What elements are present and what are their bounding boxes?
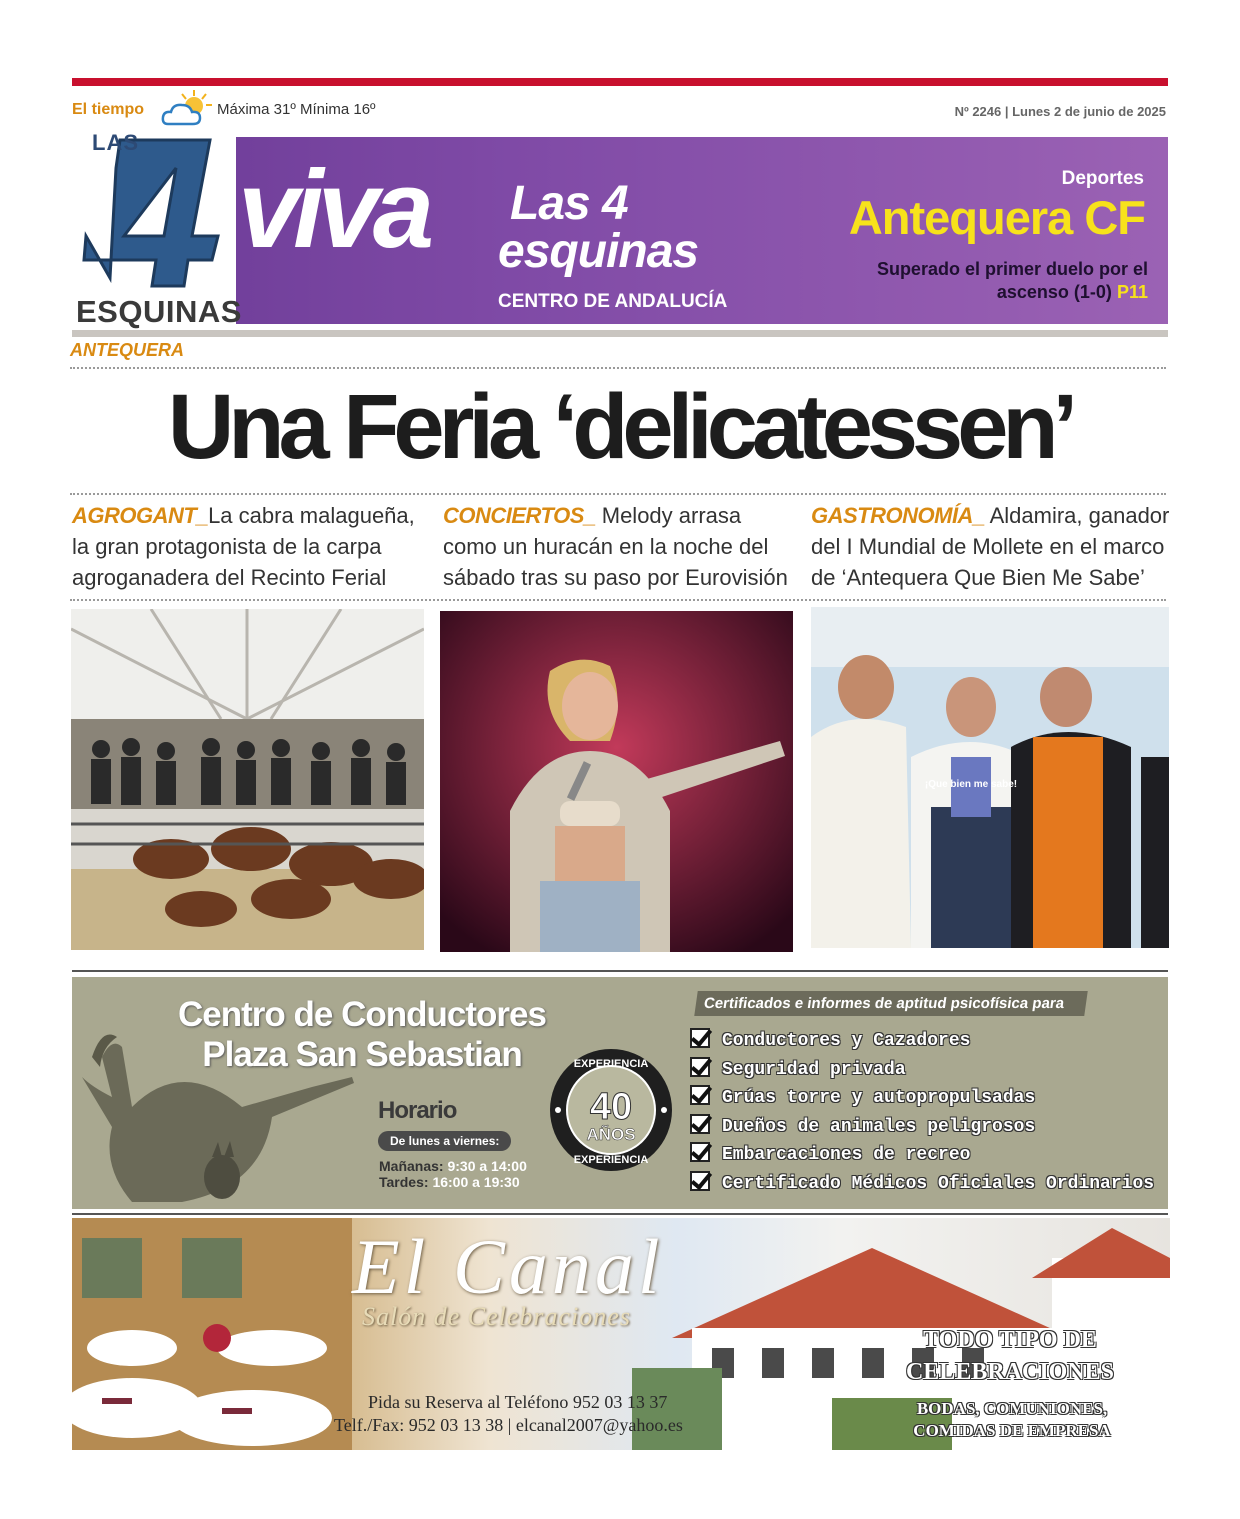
list-item bbox=[690, 1056, 1154, 1085]
teaser-text: Melody arrasa como un huracán en la noche del sábado tras su paso por Eurovisión bbox=[443, 503, 788, 590]
schedule-days: De lunes a viernes: bbox=[378, 1131, 511, 1151]
promo-headline[interactable]: Antequera CF bbox=[848, 191, 1145, 244]
checkbox-icon bbox=[690, 1057, 710, 1077]
teaser-kicker: AGROGANT_ bbox=[72, 503, 209, 528]
canal-event-line2: COMIDAS DE EMPRESA bbox=[913, 1421, 1111, 1440]
photo-award[interactable] bbox=[811, 607, 1169, 948]
logo-las: LAS bbox=[92, 130, 139, 155]
masthead-title-viva: viva bbox=[238, 148, 429, 271]
cert-item: Dueños de animales peligrosos bbox=[722, 1116, 1036, 1137]
award-photo-icon bbox=[811, 607, 1169, 948]
goats-photo-icon bbox=[71, 609, 424, 950]
canal-fax-email[interactable]: Telf./Fax: 952 03 13 38 | elcanal2007@yahoo.es bbox=[334, 1415, 683, 1435]
cert-item: Conductores y Cazadores bbox=[722, 1031, 971, 1051]
badge-unit: AÑOS bbox=[586, 1125, 636, 1144]
ad-divider bbox=[72, 970, 1168, 972]
photo-goats[interactable] bbox=[71, 609, 424, 950]
singer-photo-icon bbox=[440, 611, 793, 952]
canal-phone[interactable]: Pida su Reserva al Teléfono 952 03 13 37 bbox=[368, 1392, 668, 1412]
schedule-heading: Horario bbox=[378, 1097, 457, 1124]
canal-title: El Canal bbox=[352, 1223, 664, 1310]
masthead-underline bbox=[72, 330, 1168, 337]
ad-title-line2: Plaza San Sebastian bbox=[202, 1035, 522, 1074]
list-item bbox=[690, 1113, 1154, 1142]
cert-list bbox=[690, 1027, 1154, 1199]
list-item bbox=[690, 1141, 1154, 1170]
canal-event-line1: BODAS, COMUNIONES, bbox=[916, 1399, 1108, 1418]
main-headline[interactable]: Una Feria ‘delicatessen’ bbox=[167, 376, 1073, 478]
logo-esquinas: ESQUINAS bbox=[76, 294, 242, 329]
cert-item: Certificado Médicos Oficiales Ordinarios bbox=[722, 1173, 1155, 1194]
checkbox-icon bbox=[690, 1142, 710, 1162]
morning-time: 9:30 a 14:00 bbox=[447, 1158, 527, 1174]
afternoon-label: Tardes: bbox=[379, 1174, 429, 1190]
divider bbox=[70, 493, 1166, 495]
promo-summary bbox=[828, 258, 1148, 304]
teaser-gastronomia[interactable] bbox=[811, 500, 1171, 593]
teaser-conciertos[interactable] bbox=[443, 500, 798, 593]
weather-text: Máxima 31º Mínima 16º bbox=[217, 101, 376, 118]
divider bbox=[70, 367, 1166, 369]
morning-label: Mañanas: bbox=[379, 1158, 444, 1174]
teaser-text: La cabra malagueña, la gran protagonista de la carpa agroganadera del Recinto Ferial bbox=[72, 503, 415, 590]
list-item bbox=[690, 1027, 1154, 1056]
ad-centro-conductores[interactable] bbox=[72, 977, 1168, 1209]
teaser-kicker: GASTRONOMÍA_ bbox=[811, 503, 985, 528]
canal-tagline-line2: CELEBRACIONES bbox=[905, 1359, 1115, 1385]
ad-el-canal[interactable] bbox=[72, 1218, 1170, 1450]
ad-divider bbox=[72, 1213, 1168, 1215]
ad-title bbox=[162, 995, 562, 1075]
promo-page-ref[interactable]: P11 bbox=[1116, 282, 1148, 302]
list-item bbox=[690, 1170, 1154, 1199]
canal-tagline bbox=[892, 1324, 1128, 1388]
cert-item: Embarcaciones de recreo bbox=[722, 1145, 971, 1166]
section-label: ANTEQUERA bbox=[70, 340, 185, 360]
apron-text: ¡Que bien me sabe! bbox=[924, 779, 1018, 790]
masthead-title-esquinas: esquinas bbox=[498, 225, 699, 278]
cert-item: Grúas torre y autopropulsadas bbox=[722, 1088, 1036, 1109]
masthead-title-las4: Las 4 bbox=[510, 177, 628, 230]
badge-number: 40 bbox=[589, 1086, 633, 1128]
ad-title-line1: Centro de Conductores bbox=[178, 995, 546, 1034]
teaser-text: Aldamira, ganador del I Mundial de Mollete en el marco de ‘Antequera Que Bien Me Sabe’ bbox=[811, 503, 1170, 590]
sun-cloud-icon bbox=[160, 88, 216, 130]
checkbox-icon bbox=[690, 1171, 710, 1191]
cert-item: Seguridad privada bbox=[722, 1059, 906, 1080]
list-item bbox=[690, 1084, 1154, 1113]
masthead-tagline: CENTRO DE ANDALUCÍA bbox=[498, 291, 728, 312]
teaser-agrogant[interactable] bbox=[72, 500, 422, 593]
divider bbox=[70, 599, 1166, 601]
afternoon-time: 16:00 a 19:30 bbox=[432, 1174, 520, 1190]
promo-summary-text: Superado el primer duelo por el ascenso (1-0) bbox=[876, 259, 1148, 302]
promo-kicker: Deportes bbox=[1061, 168, 1144, 189]
schedule-afternoon bbox=[379, 1174, 520, 1190]
photo-singer[interactable] bbox=[440, 611, 793, 952]
top-rule bbox=[72, 78, 1168, 86]
weather-label: El tiempo bbox=[72, 101, 145, 118]
experience-badge bbox=[548, 1047, 674, 1173]
badge-bottom-text: EXPERIENCIA bbox=[573, 1154, 649, 1166]
schedule-morning bbox=[379, 1158, 527, 1174]
canal-event-types bbox=[894, 1398, 1130, 1442]
checkbox-icon bbox=[690, 1028, 710, 1048]
issue-info: Nº 2246 | Lunes 2 de junio de 2025 bbox=[954, 104, 1166, 119]
checkbox-icon bbox=[690, 1114, 710, 1134]
teaser-kicker: CONCIERTOS_ bbox=[443, 503, 596, 528]
canal-tagline-line1: TODO TIPO DE bbox=[923, 1327, 1097, 1353]
checkbox-icon bbox=[690, 1085, 710, 1105]
canal-subtitle: Salón de Celebraciones bbox=[362, 1302, 631, 1331]
badge-top-text: EXPERIENCIA bbox=[573, 1058, 649, 1070]
cert-heading: Certificados e informes de aptitud psicofísica para bbox=[694, 991, 1088, 1016]
